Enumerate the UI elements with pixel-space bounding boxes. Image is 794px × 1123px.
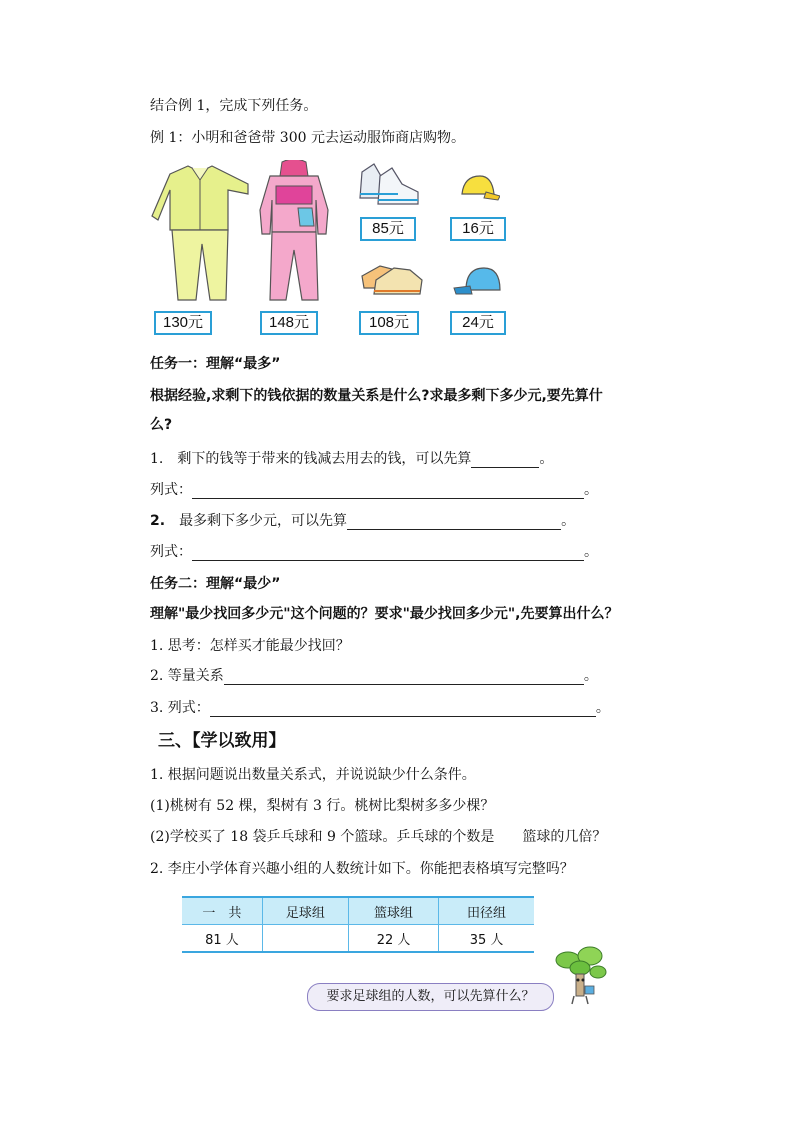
answer-blank-1[interactable] (471, 452, 539, 468)
table-cell: 35 人 (439, 925, 534, 953)
formula-blank-2[interactable] (192, 545, 584, 561)
hint-speech-bubble: 要求足球组的人数，可以先算什么？ (307, 983, 554, 1011)
running-shoes-illustration (360, 258, 424, 300)
task1-item1 (150, 450, 553, 468)
yellow-cap-illustration (456, 170, 500, 204)
table-cell-empty[interactable] (262, 925, 348, 953)
task1-item2-text: 最多剩下多少元，可以先算 (179, 513, 348, 529)
section3-sub2: (2)学校买了 18 袋乒乓球和 9 个篮球。乒乓球的个数是 篮球的几倍？ (150, 829, 607, 845)
price-tag-blue-cap: 24元 (450, 311, 506, 335)
price-tag-tracksuit: 148元 (260, 311, 318, 335)
section3-sub1: (1)桃树有 52 棵，梨树有 3 行。桃树比梨树多多少棵？ (150, 798, 495, 814)
section3-item2: 2. 李庄小学体育兴趣小组的人数统计如下。你能把表格填写完整吗？ (150, 861, 574, 877)
task2-item3 (150, 699, 610, 717)
blue-cap-illustration (452, 262, 504, 302)
task2-question: 理解"最少找回多少元"这个问题的？要求"最少找回多少元",先要算出什么？ (150, 606, 619, 622)
table-row (182, 925, 534, 953)
table-header-cell: 一 共 (182, 897, 262, 925)
formula-blank-3[interactable] (210, 701, 596, 717)
sports-group-table (182, 896, 534, 953)
section3-item1: 1. 根据问题说出数量关系式，并说说缺少什么条件。 (150, 767, 476, 783)
formula-label: 列式： (150, 544, 192, 560)
equation-blank[interactable] (224, 669, 584, 685)
intro-text: 结合例 1，完成下列任务。 (150, 98, 318, 114)
table-header-cell: 篮球组 (349, 897, 439, 925)
table-cell: 81 人 (182, 925, 262, 953)
yellow-jacket-illustration (148, 160, 252, 308)
period: 。 (584, 544, 598, 560)
table-header-row (182, 897, 534, 925)
period: 。 (561, 513, 576, 529)
task1-item1-text: 1. 剩下的钱等于带来的钱减去用去的钱，可以先算 (150, 451, 472, 467)
task1-formula-1 (150, 481, 598, 499)
table-header-cell: 足球组 (262, 897, 348, 925)
price-tag-yellow-cap: 16元 (450, 217, 506, 241)
answer-blank-2[interactable] (347, 514, 561, 530)
task1-item2-number: 2. (150, 513, 166, 529)
table-cell: 22 人 (349, 925, 439, 953)
plant-mascot-illustration (552, 944, 608, 1006)
task2-title: 任务二：理解“最少” (150, 576, 281, 592)
example-text: 例 1：小明和爸爸带 300 元去运动服饰商店购物。 (150, 130, 465, 146)
task2-item1: 1. 思考：怎样买才能最少找回？ (150, 638, 350, 654)
sneakers-illustration (356, 162, 422, 212)
pink-tracksuit-illustration (256, 160, 332, 308)
period: 。 (584, 482, 598, 498)
task1-question-line2: 么? (150, 417, 173, 433)
period: 。 (539, 451, 554, 467)
task2-item2-text: 2. 等量关系 (150, 668, 224, 684)
task2-item3-text: 3. 列式： (150, 700, 210, 716)
task2-item2 (150, 667, 598, 685)
task1-item2 (150, 512, 575, 530)
task1-question-line1: 根据经验,求剩下的钱依据的数量关系是什么?求最多剩下多少元,要先算什 (150, 388, 603, 404)
formula-label: 列式： (150, 482, 192, 498)
period: 。 (595, 700, 610, 716)
period: 。 (583, 668, 598, 684)
table-header-cell: 田径组 (439, 897, 534, 925)
task1-title: 任务一：理解“最多” (150, 356, 281, 372)
price-tag-jacket: 130元 (154, 311, 212, 335)
price-tag-running-shoes: 108元 (359, 311, 419, 335)
task1-formula-2 (150, 543, 598, 561)
price-tag-sneakers: 85元 (360, 217, 416, 241)
section3-title: 三、【学以致用】 (158, 731, 286, 751)
formula-blank-1[interactable] (192, 483, 584, 499)
